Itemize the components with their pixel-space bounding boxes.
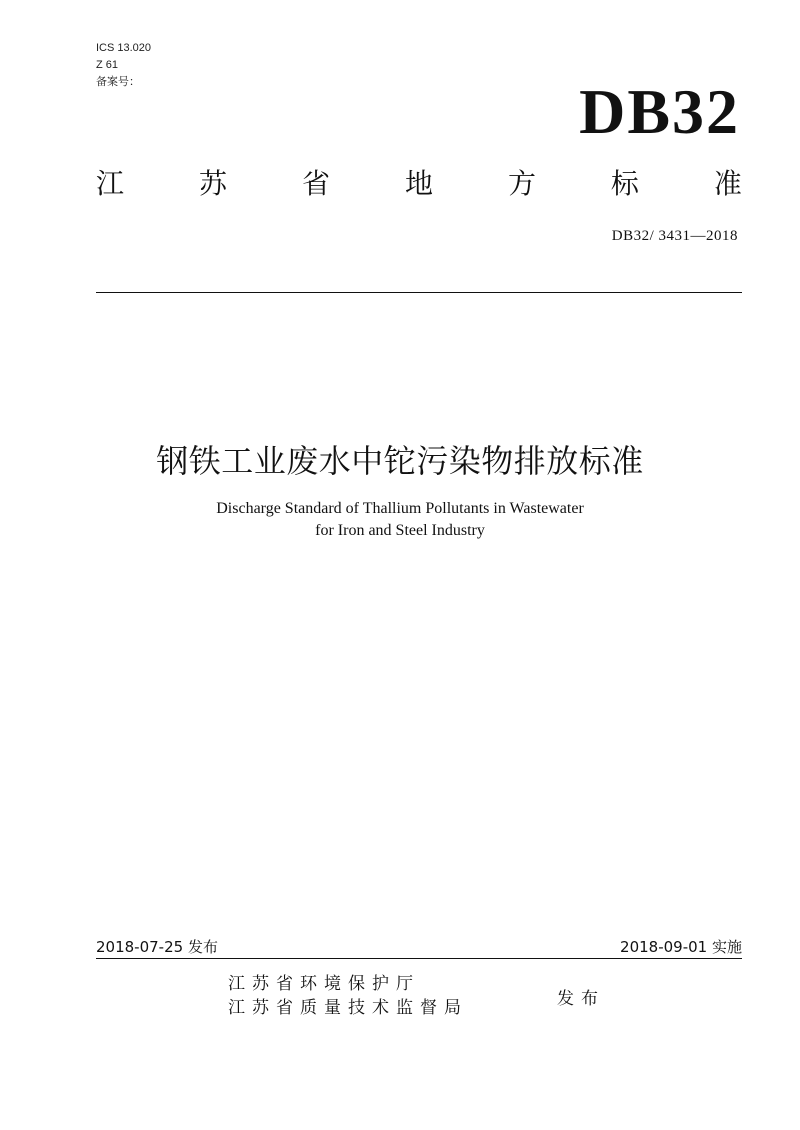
standard-number: DB32/ 3431—2018	[611, 228, 738, 244]
standard-type-char: 方	[507, 167, 536, 200]
standard-type-char: 地	[404, 167, 433, 200]
standard-type-char: 省	[301, 167, 330, 200]
standard-type-char: 江	[96, 167, 125, 200]
publish-label: 发布	[557, 989, 605, 1009]
ccs-code: Z 61	[96, 59, 119, 71]
title-english	[0, 498, 800, 542]
db-code-logo: DB32	[579, 76, 740, 147]
standard-type-char: 苏	[198, 167, 227, 200]
title-english-line-2: for Iron and Steel Industry	[315, 522, 485, 539]
document-meta	[96, 40, 151, 91]
issue-date: 2018-07-25 发布	[96, 938, 218, 956]
issuing-authorities	[228, 972, 468, 1020]
standard-type-heading	[96, 167, 742, 200]
bottom-divider	[96, 958, 742, 959]
ics-code: ICS 13.020	[96, 42, 152, 54]
standard-type-char: 标	[610, 167, 639, 200]
implementation-date: 2018-09-01 实施	[620, 938, 742, 956]
issuer-quality-bureau: 江苏省质量技术监督局	[228, 998, 468, 1018]
issuer-environment-dept: 江苏省环境保护厅	[228, 974, 420, 994]
title-chinese: 钢铁工业废水中铊污染物排放标准	[156, 442, 644, 480]
standard-type-char: 准	[713, 167, 742, 200]
filing-number-label: 备案号：	[96, 76, 140, 88]
top-divider	[96, 292, 742, 293]
title-english-line-1: Discharge Standard of Thallium Pollutants in Wastewater	[216, 500, 584, 517]
